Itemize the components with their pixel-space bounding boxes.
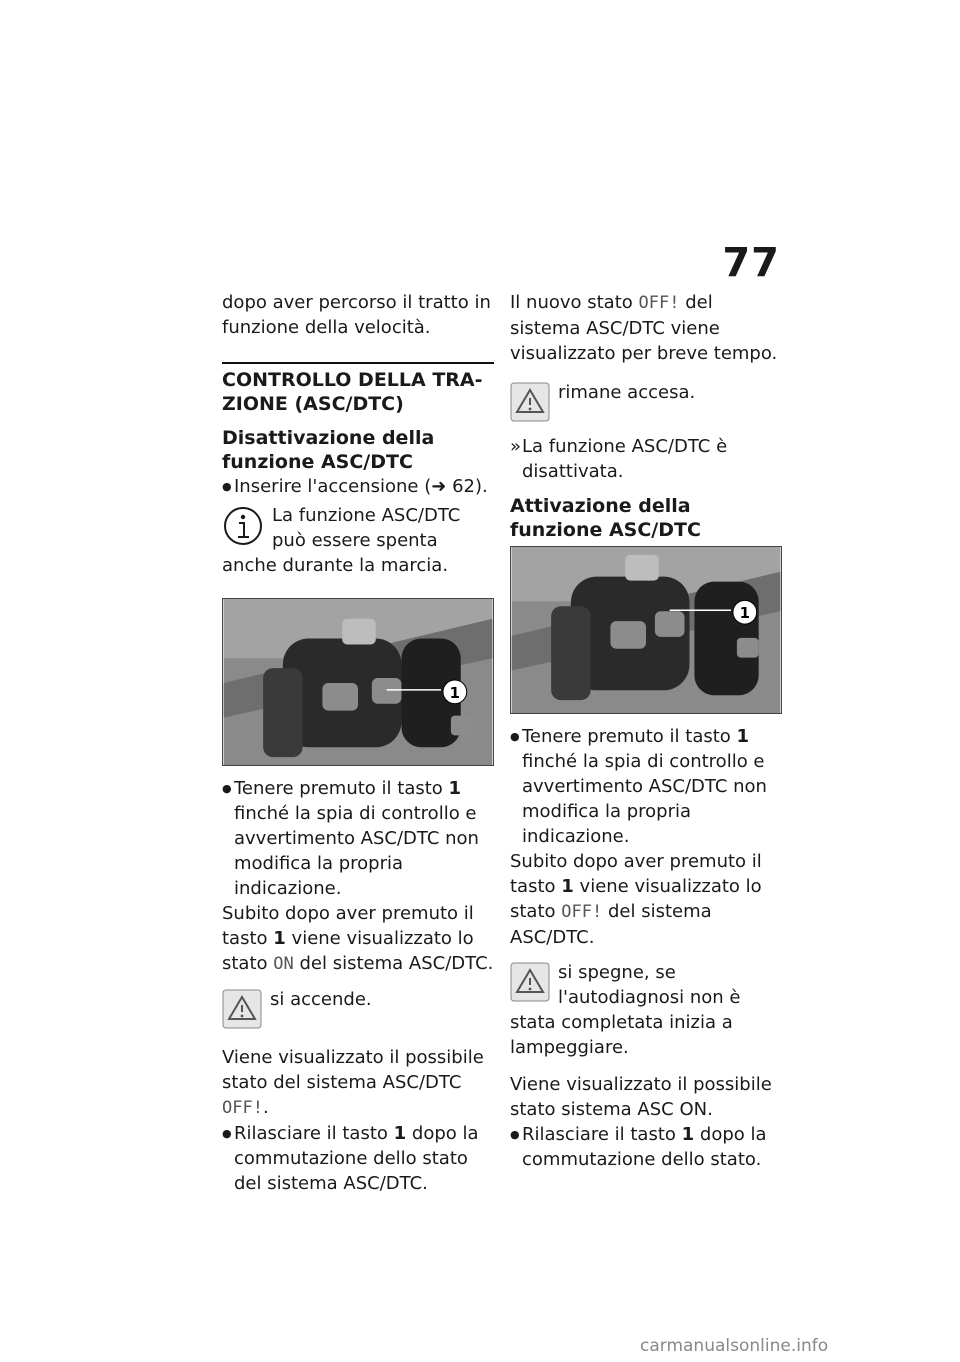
subhead-activation: Attivazione della funzione ASC/DTC [510, 495, 701, 541]
possible-state-paragraph: Viene visualizzato il possibile stato sistema ASC ON. [510, 1074, 772, 1120]
new-state-paragraph: Il nuovo stato OFF! del sistema ASC/DTC viene visualizzato per breve tempo. [510, 292, 778, 364]
subhead-deactivation: Disattivazione della funzione ASC/DTC [222, 427, 435, 473]
bullet-release: ● Rilasciare il tasto 1 dopo la commutazione dello stato. [510, 1122, 782, 1172]
warning-lamp-icon [222, 989, 262, 1029]
warning-lamp-note-3: si spegne, se l'autodiagnosi non è stata completata inizia a lampeggiare. [510, 962, 741, 1058]
warning-lamp-icon [510, 962, 550, 1002]
photo-callout-1: 1 [449, 684, 460, 702]
section-rule [222, 362, 494, 364]
info-note [222, 503, 494, 578]
result-paragraph: » La funzione ASC/DTC è disattivata. [510, 434, 782, 484]
left-column [222, 290, 494, 1196]
info-icon [222, 505, 264, 547]
bullet-ignition: ● Inserire l'accensione (➜ 62). [222, 474, 494, 499]
warning-lamp-note-2: rimane accesa. [510, 380, 782, 426]
possible-state-paragraph: Viene visualizzato il possibile stato del sistema ASC/DTC OFF!. [222, 1047, 484, 1118]
intro-paragraph: dopo aver percorso il tratto in funzione della velocità. [222, 292, 491, 338]
bullet-hold-key: ● Tenere premuto il tasto 1 finché la spia di controllo e avvertimento ASC/DTC non modifica la propria indicazione. [222, 776, 494, 901]
after-press-paragraph: Subito dopo aver premuto il tasto 1 viene visualizzato lo stato ON del sistema ASC/DTC. [222, 903, 494, 974]
watermark: carmanualsonline.info [640, 1336, 829, 1356]
handlebar-switch-photo-2 [510, 546, 782, 714]
info-note-text: La funzione ASC/DTC può essere spenta anche durante la marcia. [222, 505, 461, 576]
after-press-paragraph: Subito dopo aver premuto il tasto 1 viene visualizzato lo stato OFF! del sistema ASC/DTC. [510, 851, 762, 948]
bullet-hold-key: ● Tenere premuto il tasto 1 finché la spia di controllo e avvertimento ASC/DTC non modifica la propria indicazione. [510, 724, 782, 849]
right-column [510, 290, 782, 1172]
section-title: CONTROLLO DELLA TRA- ZIONE (ASC/DTC) [222, 369, 483, 415]
handlebar-switch-photo [222, 598, 494, 766]
warning-lamp-note: si accende. [222, 987, 494, 1033]
photo-callout-1: 1 [739, 605, 750, 623]
arrow-ref-icon[interactable]: ➜ [431, 476, 453, 497]
bullet-release: ● Rilasciare il tasto 1 dopo la commutazione dello stato del sistema ASC/DTC. [222, 1121, 494, 1196]
page-number: 77 [722, 240, 780, 286]
warning-lamp-icon [510, 382, 550, 422]
page-ref-link[interactable]: 62 [452, 476, 475, 497]
